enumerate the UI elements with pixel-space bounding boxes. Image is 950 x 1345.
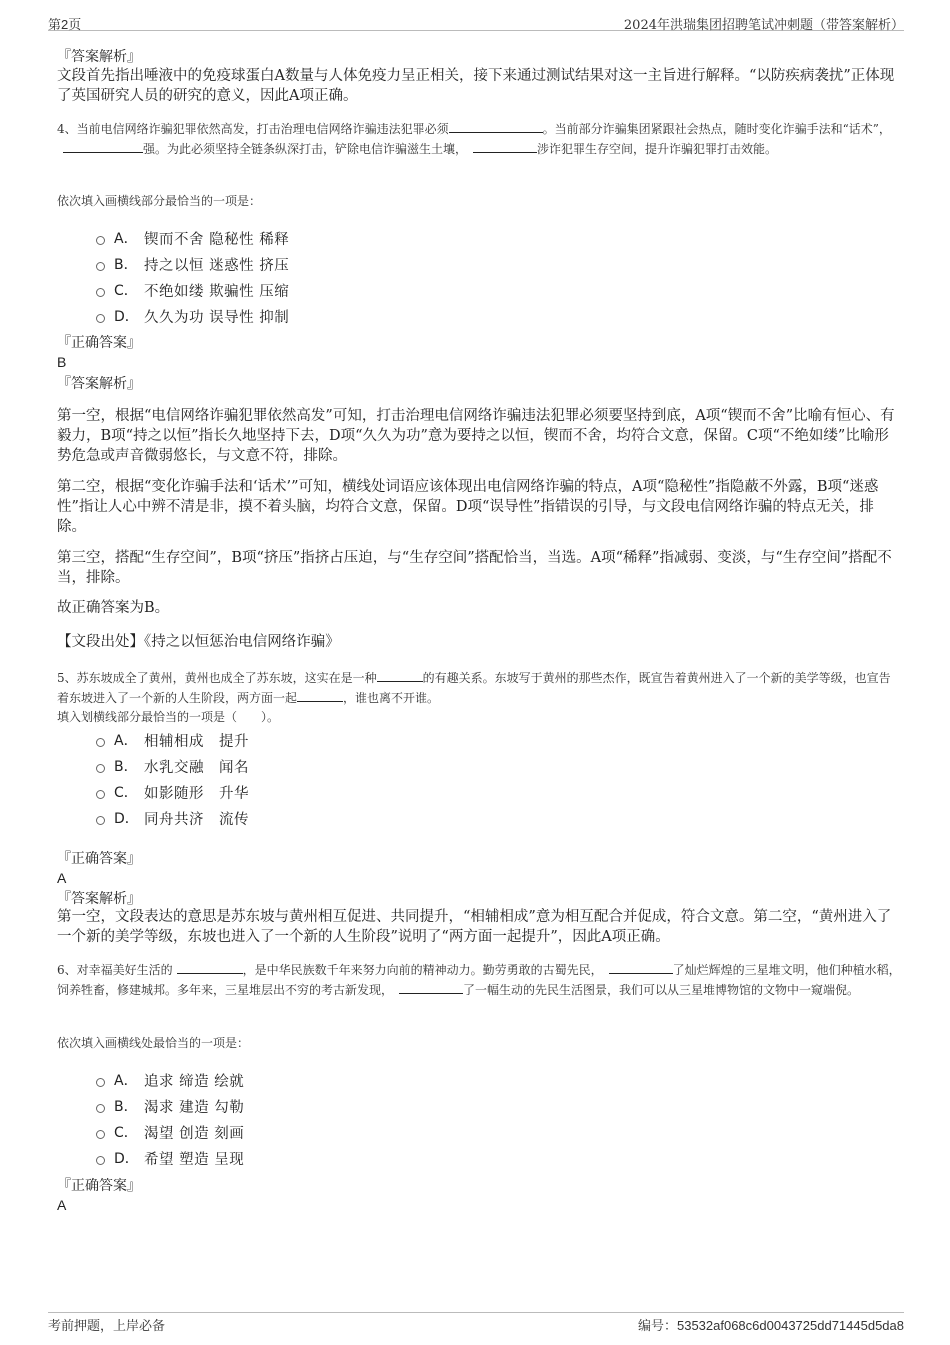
q4-answer-label: 『正确答案』 <box>57 335 141 351</box>
q4-prompt: 依次填入画横线部分最恰当的一项是： <box>57 194 262 208</box>
footer-slogan: 考前押题，上岸必备 <box>48 1319 166 1334</box>
radio-icon[interactable] <box>96 1078 105 1087</box>
q4-blank-2 <box>63 140 143 153</box>
q4-analysis-label: 『答案解析』 <box>57 376 141 392</box>
q6-prompt: 依次填入画横线处最恰当的一项是： <box>57 1036 250 1050</box>
q3-analysis-label: 『答案解析』 <box>57 49 141 65</box>
q4-answer: B <box>57 354 67 370</box>
radio-icon[interactable] <box>96 790 105 799</box>
q6-blank-2 <box>609 961 673 974</box>
q5-answer: A <box>57 870 67 886</box>
q5-prompt: 填入划横线部分最恰当的一项是（ ）。 <box>57 710 280 724</box>
radio-icon[interactable] <box>96 1104 105 1113</box>
q4-analysis-p1: 第一空，根据“电信网络诈骗犯罪依然高发”可知，打击治理电信网络诈骗违法犯罪必须要坚持到底，A项“锲而不舍”比喻有恒心、有毅力，B项“持之以恒”指长久地坚持下去，D项“久久为功”意为要持之以恒，锲而不舍，均符合文意，保留。C项“不绝如缕”比喻形势危急或声音微弱悠长，与文意不符，排除。 <box>57 408 895 464</box>
radio-icon[interactable] <box>96 262 105 271</box>
radio-icon[interactable] <box>96 816 105 825</box>
radio-icon[interactable] <box>96 288 105 297</box>
q5-option-d[interactable]: D． 同舟共济 流传 <box>96 805 249 831</box>
page-footer <box>48 1312 904 1339</box>
document-code: 编号：53532af068c6d0043725dd71445d5da8 <box>637 1318 904 1334</box>
q5-stem: 5、苏东坡成全了黄州，黄州也成全了苏东坡，这实在是一种 的有趣关系。东坡写于黄州的那些杰作，既宣告着黄州进入了一个新的美学等级，也宣告着东坡进入了一个新的人生阶段，两方面一起 ，谁也离不开谁。 <box>57 671 891 705</box>
q4-option-b[interactable]: B． 持之以恒 迷惑性 挤压 <box>96 251 289 277</box>
q6-blank-1 <box>177 961 243 974</box>
q4-source: 【文段出处】《持之以恒惩治电信网络诈骗》 <box>57 634 340 650</box>
q4-analysis-p4: 故正确答案为B。 <box>57 600 170 616</box>
q5-option-a[interactable]: A． 相辅相成 提升 <box>96 727 249 753</box>
q6-option-b[interactable]: B． 渴求 建造 勾勒 <box>96 1093 244 1119</box>
radio-icon[interactable] <box>96 236 105 245</box>
document-title: 2024年洪瑞集团招聘笔试冲刺题（带答案解析） <box>623 18 904 33</box>
radio-icon[interactable] <box>96 738 105 747</box>
q5-blank-1 <box>377 669 423 682</box>
q6-stem: 6、对幸福美好生活的 ，是中华民族数千年来努力向前的精神动力。勤劳勇敢的古蜀先民， 了灿烂辉煌的三星堆文明，他们种植水稻，饲养牲畜，修建城邦。多年来，三星堆层出不穷的考古新发现， 了一幅生动的先民生活图景，我们可以从三星堆博物馆的文物中一窥端倪。 <box>57 963 901 997</box>
radio-icon[interactable] <box>96 1130 105 1139</box>
q4-blank-3 <box>473 140 537 153</box>
q5-analysis-text: 第一空，文段表达的意思是苏东坡与黄州相互促进、共同提升，“相辅相成”意为相互配合并促成，符合文意。第二空，“黄州进入了一个新的美学等级，东坡也进入了一个新的人生阶段”说明了“两方面一起提升”，因此A项正确。 <box>57 909 892 945</box>
page-header <box>48 8 904 31</box>
q3-analysis-text: 文段首先指出唾液中的免疫球蛋白A数量与人体免疫力呈正相关，接下来通过测试结果对这一主旨进行解释。“以防疾病袭扰”正体现了英国研究人员的研究的意义，因此A项正确。 <box>57 68 895 104</box>
q4-blank-1 <box>449 120 543 133</box>
q5-blank-2 <box>297 689 343 702</box>
q6-option-d[interactable]: D． 希望 塑造 呈现 <box>96 1145 244 1171</box>
q6-option-a[interactable]: A． 追求 缔造 绘就 <box>96 1067 244 1093</box>
q6-options <box>96 1067 244 1171</box>
q4-option-d[interactable]: D． 久久为功 误导性 抑制 <box>96 303 289 329</box>
q6-answer: A <box>57 1197 67 1213</box>
radio-icon[interactable] <box>96 1156 105 1165</box>
q5-option-b[interactable]: B． 水乳交融 闻名 <box>96 753 249 779</box>
q5-answer-label: 『正确答案』 <box>57 851 141 867</box>
q4-analysis-p3: 第三空，搭配“生存空间”，B项“挤压”指挤占压迫，与“生存空间”搭配恰当，当选。A项“稀释”指减弱、变淡，与“生存空间”搭配不当，排除。 <box>57 550 892 586</box>
radio-icon[interactable] <box>96 764 105 773</box>
q4-analysis-p2: 第二空，根据“变化诈骗手法和‘话术’”可知，横线处词语应该体现出电信网络诈骗的特点，A项“隐秘性”指隐蔽不外露，B项“迷惑性”指让人心中辨不清是非，摸不着头脑，均符合文意，保留。D项“误导性”指错误的引导，与文段电信网络诈骗的特点无关，排除。 <box>57 479 879 535</box>
q5-options <box>96 727 249 831</box>
q6-answer-label: 『正确答案』 <box>57 1178 141 1194</box>
radio-icon[interactable] <box>96 314 105 323</box>
q4-option-a[interactable]: A． 锲而不舍 隐秘性 稀释 <box>96 225 289 251</box>
q4-option-c[interactable]: C． 不绝如缕 欺骗性 压缩 <box>96 277 289 303</box>
q5-option-c[interactable]: C． 如影随形 升华 <box>96 779 249 805</box>
page-number: 第2页 <box>48 17 82 32</box>
q6-blank-3 <box>399 981 463 994</box>
q5-analysis-label: 『答案解析』 <box>57 891 141 907</box>
q4-stem: 4、当前电信网络诈骗犯罪依然高发，打击治理电信网络诈骗违法犯罪必须 。当前部分诈骗集团紧跟社会热点，随时变化诈骗手法和“话术”，强。为此必须坚持全链条纵深打击，铲除电信诈骗滋生土壤， 涉诈犯罪生存空间，提升诈骗犯罪打击效能。 <box>57 122 891 156</box>
q4-options <box>96 225 289 329</box>
q6-option-c[interactable]: C． 渴望 创造 刻画 <box>96 1119 244 1145</box>
